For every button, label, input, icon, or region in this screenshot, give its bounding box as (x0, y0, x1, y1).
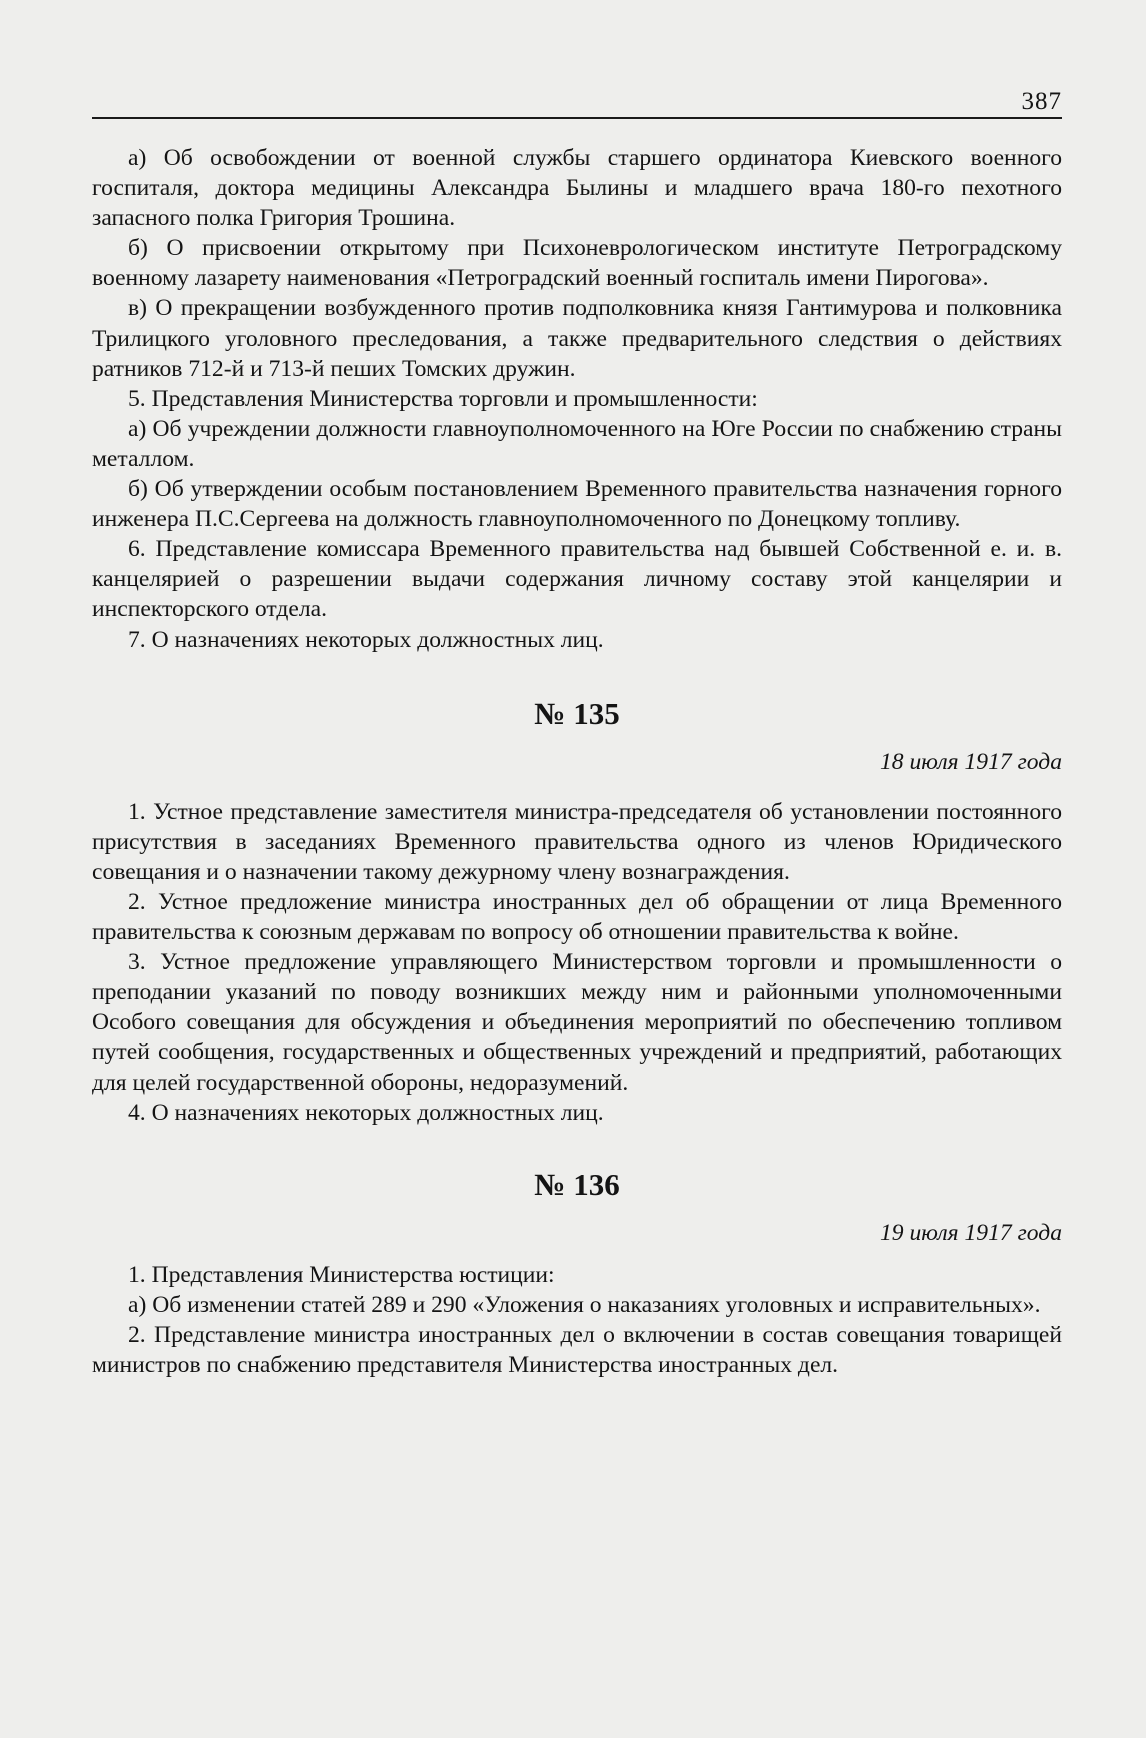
section-date-135: 18 июля 1917 года (880, 748, 1062, 775)
section-date-136: 19 июля 1917 года (880, 1219, 1062, 1246)
paragraph: 1. Представления Министерства юстиции: (128, 1261, 555, 1288)
paragraph: а) Об освобождении от военной службы старшего ординатора Киевского военного госпиталя, доктора медицины Александра Былины и младшего врача 180-го пехотного запасного полка Григория Трошина. (92, 145, 1062, 232)
paragraph: б) О присвоении открытому при Психоневрологическом институте Петроградскому военному лазарету наименования «Петроградский военный госпиталь имени Пирогова». (92, 235, 1062, 292)
header-rule (92, 117, 1062, 119)
paragraph: 2. Устное предложение министра иностранных дел об обращении от лица Временного правительства к союзным державам по вопросу об отношении правительства к войне. (92, 888, 1062, 946)
paragraph: 6. Представление комиссара Временного правительства над бывшей Собственной е. и. в. канцелярией о разрешении выдачи содержания личному составу этой канцелярии и инспекторского отдела. (92, 536, 1062, 623)
paragraph: 3. Устное предложение управляющего Министерством торговли и промышленности о преподании указаний по поводу возникших между ним и районными уполномоченными Особого совещания для обсуждения и объединения мероприятий по обеспечению топливом путей сообщения, государственных и общественных учреждений и предприятий, работающих для целей государственной обороны, недоразумений. (92, 949, 1062, 1096)
paragraph: 2. Представление министра иностранных дел о включении в состав совещания товарищей министров по снабжению представителя Министерства иностранных дел. (92, 1322, 1062, 1379)
section-heading-135: № 135 (534, 695, 620, 731)
paragraph: а) Об учреждении должности главноуполномоченного на Юге России по снабжению страны металлом. (92, 415, 1062, 472)
paragraph: в) О прекращении возбужденного против подполковника князя Гантимурова и полковника Трилицкого уголовного преследования, а также предварительного следствия о действиях ратников 712-й и 713-й пеших Томских дружин. (92, 295, 1062, 382)
paragraph: 7. О назначениях некоторых должностных лиц. (128, 626, 604, 653)
paragraph: 5. Представления Министерства торговли и промышленности: (128, 385, 758, 412)
paragraph: 4. О назначениях некоторых должностных лиц. (128, 1099, 604, 1126)
page-content (92, 143, 1062, 1380)
paragraph: а) Об изменении статей 289 и 290 «Уложения о наказаниях уголовных и исправительных». (128, 1291, 1041, 1318)
page-number: 387 (1021, 88, 1062, 115)
section-heading-136: № 136 (534, 1166, 620, 1202)
paragraph: 1. Устное представление заместителя министра-председателя об установлении постоянного присутствия в заседаниях Временного правительства одного из членов Юридического совещания и о назначении такому дежурному члену вознаграждения. (92, 798, 1062, 885)
paragraph: б) Об утверждении особым постановлением Временного правительства назначения горного инженера П.С.Сергеева на должность главноуполномоченного по Донецкому топливу. (92, 476, 1062, 533)
